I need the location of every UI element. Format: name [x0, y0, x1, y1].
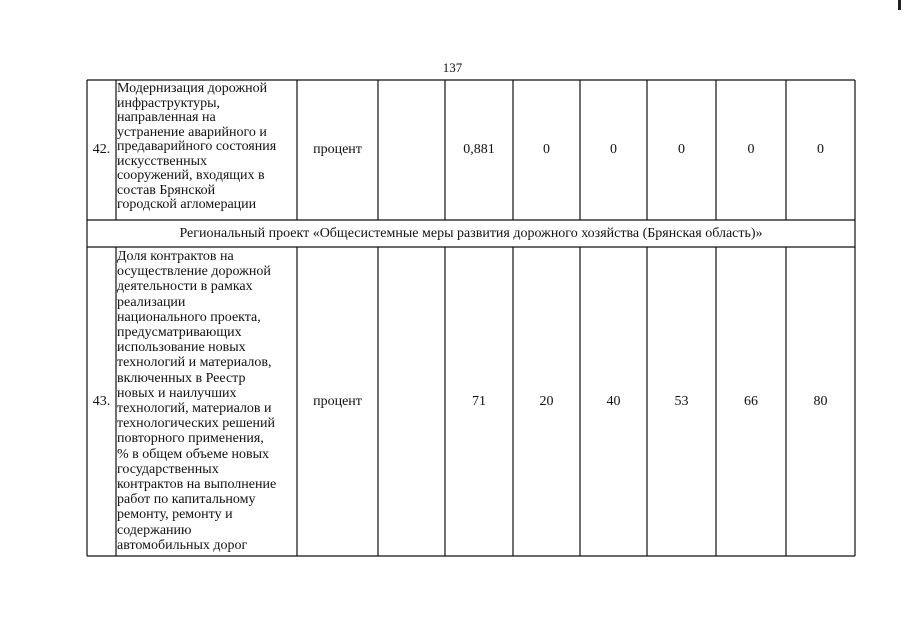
indicator-line: технологических решений [117, 416, 275, 432]
row-42-value-2: 0 [543, 142, 550, 157]
indicator-line: предаварийного состояния [117, 139, 277, 154]
indicator-line: работ по капитальному [117, 492, 256, 508]
row-43-number: 43. [92, 393, 111, 409]
row-43-value-6: 80 [813, 393, 828, 409]
indicator-line: инфраструктуры, [117, 95, 221, 111]
indicator-line: содержанию [117, 522, 192, 538]
indicator-line: государственных [117, 461, 219, 477]
indicator-line: технологий и материалов, [117, 355, 272, 371]
indicator-line: автомобильных дорог [117, 537, 248, 553]
row-42-value-6: 0 [817, 142, 824, 157]
page-number: 137 [442, 60, 463, 75]
indicator-line: сооружений, входящих в [117, 168, 265, 183]
indicator-line: Доля контрактов на [117, 249, 234, 264]
indicator-line: реализации [117, 294, 186, 310]
indicator-line: осуществление дорожной [117, 264, 271, 280]
indicator-line: новых и наилучших [117, 385, 237, 401]
indicator-line: Модернизация дорожной [117, 82, 268, 96]
indicator-line: предусматривающих [117, 325, 242, 341]
indicator-line: направленная на [117, 110, 216, 125]
row-43-value-4: 53 [674, 393, 689, 409]
indicator-line: устранение аварийного и [117, 124, 267, 140]
row-42-number: 42. [92, 142, 111, 157]
indicator-line: национального проекта, [117, 309, 261, 325]
indicator-line: % в общем объеме новых [117, 446, 270, 462]
row-43-value-3: 40 [606, 393, 621, 409]
indicator-line: деятельности в рамках [117, 279, 253, 295]
row-43-indicator [116, 249, 297, 556]
row-43-value-5: 66 [744, 393, 758, 409]
row-42-value-3: 0 [610, 142, 617, 157]
row-43-value-2: 20 [539, 393, 554, 409]
row-42-base [378, 80, 445, 220]
indicator-line: состав Брянской [117, 182, 216, 198]
indicator-line: городской агломерации [117, 197, 257, 212]
scan-edge-mark [898, 0, 901, 10]
row-43-value-1: 71 [472, 393, 486, 409]
row-43-unit: процент [313, 393, 362, 409]
row-42-value-1: 0,881 [463, 142, 495, 157]
row-43-base [378, 247, 445, 556]
row-42-value-4: 0 [678, 142, 685, 157]
row-42-unit: процент [313, 142, 362, 157]
indicator-line: технологий, материалов и [117, 401, 272, 417]
indicator-line: искусственных [117, 153, 207, 169]
indicator-line: повторного применения, [117, 431, 264, 447]
indicator-line: использование новых [117, 340, 246, 356]
indicator-line: контрактов на выполнение [117, 477, 277, 493]
row-42-indicator [116, 82, 297, 220]
indicator-line: ремонту, ремонту и [117, 507, 233, 523]
row-42-value-5: 0 [747, 142, 755, 157]
section-title: Региональный проект «Общесистемные меры развития дорожного хозяйства (Брянская область)» [179, 225, 763, 241]
indicator-line: включенных в Реестр [117, 370, 246, 386]
